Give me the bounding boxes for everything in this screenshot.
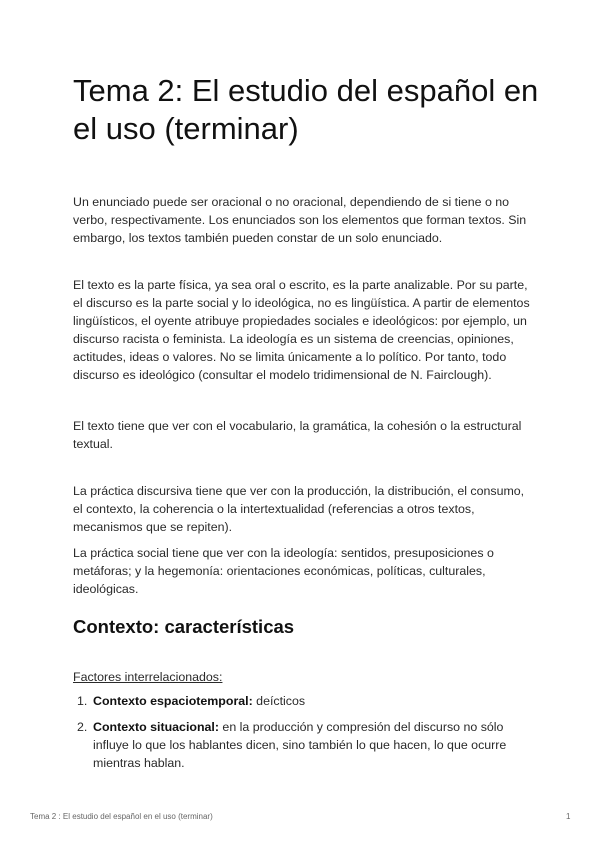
list-item — [73, 692, 533, 710]
list-item-number: 2. — [77, 720, 88, 734]
footer-title: Tema 2 : El estudio del español en el uso (terminar) — [30, 812, 213, 821]
list-item-term: Contexto espaciotemporal: — [93, 694, 253, 708]
list-item-text: deícticos — [252, 694, 306, 708]
page-title: Tema 2: El estudio del español en el uso (terminar) — [73, 73, 539, 146]
section-heading: Contexto: características — [73, 616, 295, 637]
paragraph-texto-discurso: El texto es la parte física, ya sea oral o escrito, es la parte analizable. Por su parte, el discurso es la parte social y lo ideológica, no es lingüística. A partir de elementos lingüísticos, el oyente atribuye propiedades sociales e ideológicos: por ejemplo, un discurso racista o feminista. La ideología es un sistema de creencias, opiniones, actitudes, ideas o valores. No se limita únicamente a lo político. Por tanto, todo discurso es ideológico (consultar el modelo tridimensional de N. Fairclough). — [73, 278, 530, 382]
factors-label: Factores interrelacionados: — [73, 670, 223, 684]
list-item — [73, 718, 533, 772]
footer-page-number: 1 — [566, 812, 571, 821]
list-item-number: 1. — [77, 694, 88, 708]
list-item-text: en la producción y compresión del discurso no sólo influye lo que los hablantes dicen, sino también lo que hacen, lo que ocurre mientras hablan. — [93, 720, 507, 770]
paragraph-practica-social: La práctica social tiene que ver con la ideología: sentidos, presuposiciones o metáforas; y la hegemonía: orientaciones económicas, políticas, culturales, ideológicas. — [73, 546, 494, 596]
paragraph-texto-vocabulario: El texto tiene que ver con el vocabulario, la gramática, la cohesión o la estructural textual. — [73, 419, 522, 451]
list-item-term: Contexto situacional: — [93, 720, 219, 734]
factors-list — [73, 692, 533, 772]
paragraph-enunciado: Un enunciado puede ser oracional o no oracional, dependiendo de si tiene o no verbo, respectivamente. Los enunciados son los elementos que forman textos. Sin embargo, los textos también pueden constar de un solo enunciado. — [73, 195, 527, 245]
paragraph-practica-discursiva: La práctica discursiva tiene que ver con la producción, la distribución, el consumo, el contexto, la coherencia o la intertextualidad (referencias a otros textos, mecanismos que se repiten). — [73, 484, 525, 534]
